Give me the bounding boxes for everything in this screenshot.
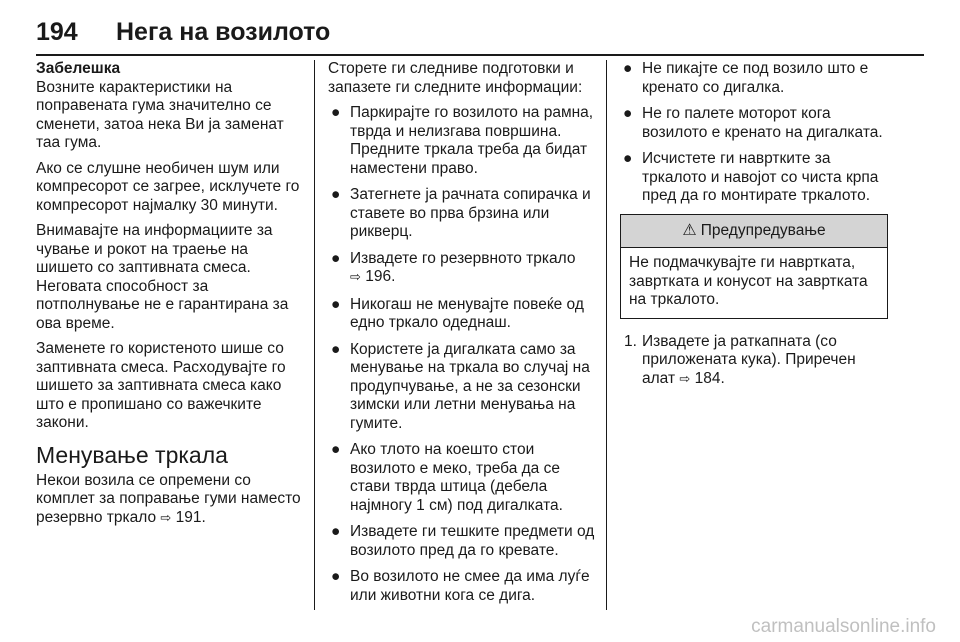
safety-list — [620, 60, 888, 206]
warning-box — [620, 214, 888, 319]
column-2 — [328, 60, 596, 613]
bullet-icon: ● — [331, 295, 341, 313]
note-paragraph: Заменете го користеното шише со заптивната смеса. Расходувајте го шишето за заптивната смеса како што е пропишано со важечките закони. — [36, 340, 286, 431]
list-item-text: Не го палете моторот кога возилото е кренато на дигалката. — [642, 105, 883, 141]
column-1 — [36, 60, 304, 535]
column-divider-2 — [606, 60, 607, 610]
section-heading: Менување тркала — [36, 441, 228, 468]
list-item — [620, 60, 888, 97]
page-header — [36, 18, 926, 58]
section-text: Некои возила се опремени со комплет за поправање гуми наместо резервно тркало — [36, 471, 301, 526]
list-item — [328, 104, 596, 178]
list-item-text: Никогаш не менувајте повеќе од едно тркало одеднаш. — [350, 295, 584, 331]
cross-reference-page-link[interactable]: 196. — [365, 268, 396, 285]
list-item — [328, 296, 596, 333]
page-title: Нега на возилото — [116, 18, 331, 46]
list-item-text: Затегнете ја рачната сопирачка и ставете во прва брзина или рикверц. — [350, 186, 591, 240]
list-item-text: Ако тлото на коешто стои возилото е меко, треба да се стави тврда штица (дебела најмногу 1 см) под дигалката. — [350, 441, 563, 514]
bullet-icon: ● — [331, 104, 341, 121]
cross-reference-page-link[interactable]: 184. — [694, 369, 725, 387]
cross-reference-arrow-icon: ⇨ — [350, 270, 361, 285]
list-item — [620, 105, 888, 142]
step-number: 1. — [624, 332, 637, 350]
list-item-text: Не пикајте се под возило што е кренато со дигалка. — [642, 60, 869, 96]
bullet-icon: ● — [331, 186, 341, 203]
section-paragraph — [36, 472, 304, 529]
bullet-icon: ● — [331, 441, 341, 458]
bullet-icon: ● — [331, 568, 341, 585]
cross-reference-arrow-icon: ⇨ — [160, 510, 172, 526]
warning-title: Предупредување — [700, 221, 826, 239]
list-item — [328, 441, 596, 515]
list-item-text: Извадете го резервното тркало — [350, 249, 576, 267]
page-number: 194 — [36, 18, 78, 46]
preparations-intro: Сторете ги следниве подготовки и запазете ги следните информации: — [328, 60, 583, 96]
list-item — [328, 250, 596, 288]
bullet-icon: ● — [331, 340, 341, 358]
list-item-text: Во возилото не смее да има луѓе или животни кога се дига. — [350, 568, 590, 604]
note-paragraph: Внимавајте на информациите за чување и рокот на траење на шишето со заптивната смеса. Неговата способност за потполнување не е гарантирана за ова време. — [36, 222, 289, 332]
list-item-text: Паркирајте го возилото на рамна, тврда и нелизгава површина. Предните тркала треба да бидат наместени право. — [350, 104, 594, 177]
note-paragraph: Ако се слушне необичен шум или компресорот се загрее, исклучете го компресорот најмалку 30 минути. — [36, 159, 300, 214]
list-item — [328, 523, 596, 560]
header-rule — [36, 54, 924, 56]
list-item — [328, 341, 596, 434]
list-item — [620, 150, 888, 206]
list-item-text: Извадете ги тешките предмети од возилото пред да го кревате. — [350, 523, 595, 559]
bullet-icon: ● — [623, 150, 633, 167]
warning-triangle-icon: ⚠ — [682, 219, 697, 239]
cross-reference-page-link[interactable]: 191. — [175, 508, 206, 526]
column-divider-1 — [314, 60, 315, 610]
steps-list — [620, 333, 888, 390]
note-paragraph: Возните карактеристики на поправената гума значително се сменети, затоа нека Ви ја заменат таа гума. — [36, 78, 284, 151]
bullet-icon: ● — [623, 105, 633, 122]
watermark: carmanualsonline.info — [751, 616, 936, 637]
bullet-icon: ● — [623, 60, 633, 77]
warning-header — [621, 215, 887, 249]
list-item-text: Исчистете ги навртките за тркалото и навојот со чиста крпа пред да го монтирате тркалото. — [642, 150, 879, 204]
bullet-icon: ● — [331, 523, 341, 540]
warning-body: Не подмачкувајте ги навртката, завртката и конусот на завртката на тркалото. — [629, 254, 868, 308]
note-title: Забелешка — [36, 60, 121, 77]
list-item-text: Користете ја дигалката само за менување на тркала во случај на продупчување, а не за сезонски зимски или летни менувања на гумите. — [350, 340, 590, 432]
preparations-list — [328, 104, 596, 605]
step-text: Извадете ја раткапната (со приложената кука). Приречен алат — [642, 332, 856, 387]
list-item — [328, 568, 596, 605]
bullet-icon: ● — [331, 249, 341, 267]
step-item — [620, 333, 888, 390]
column-3 — [620, 60, 888, 389]
list-item — [328, 186, 596, 242]
cross-reference-arrow-icon: ⇨ — [679, 371, 691, 387]
